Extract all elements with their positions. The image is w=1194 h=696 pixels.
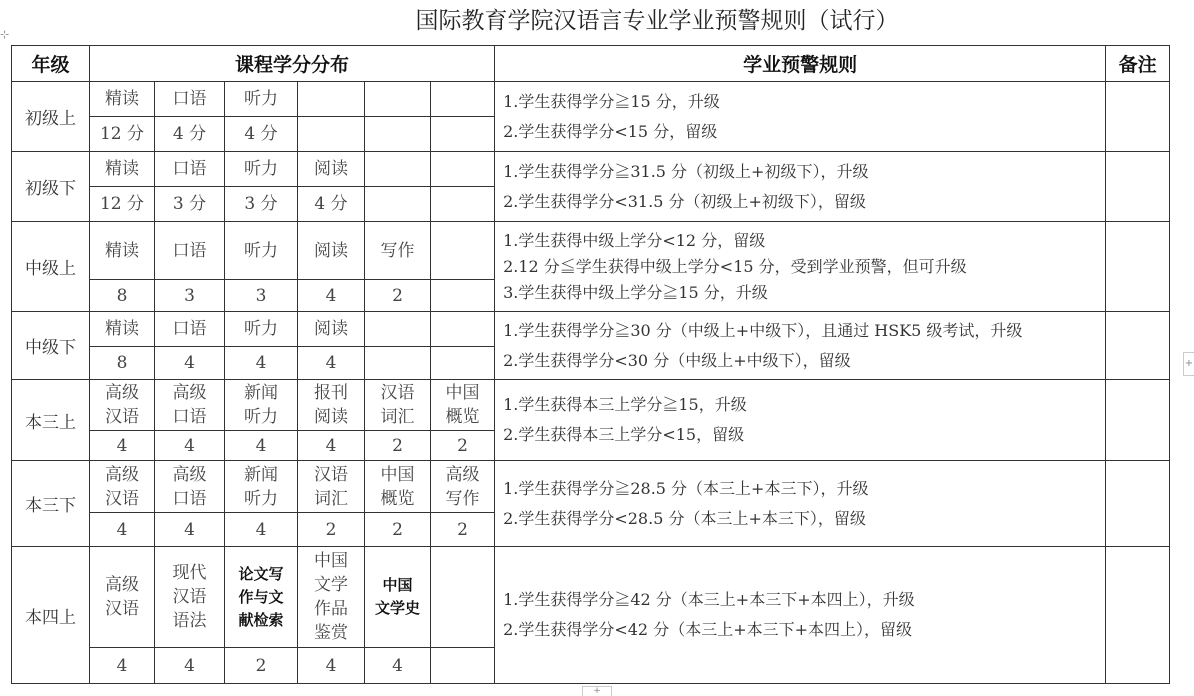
row-insert-marker-icon[interactable]: + [1183,352,1194,376]
course-name-cell: 口语 [155,152,225,187]
course-name-cell [365,82,431,117]
credit-value-cell [365,347,431,380]
course-name-cell [298,380,365,431]
course-name-cell: 精读 [90,312,155,347]
credit-value-cell: 4 [298,347,365,380]
grade-cell: 初级上 [12,82,90,152]
credit-value-cell: 3 分 [155,187,225,222]
course-name-line: 汉语 [172,587,207,607]
course-name-cell: 精读 [90,152,155,187]
course-name-cell [431,152,495,187]
course-name-cell: 听力 [225,312,298,347]
table-row [12,152,1170,187]
credit-value-cell [298,117,365,152]
warning-rule-line: 1.学生获得学分≧31.5 分（初级上+初级下），升级 [503,161,869,181]
credit-value-cell: 4 [298,280,365,312]
credit-value-cell: 4 分 [155,117,225,152]
warning-rule-cell [495,152,1106,222]
course-name-line: 高级 [172,464,207,485]
course-name-cell [431,312,495,347]
credit-value-cell: 4 [365,648,431,684]
course-name-cell [365,380,431,431]
course-name-cell [155,547,225,648]
warning-rule-cell [495,222,1106,312]
warning-rule-line: 2.学生获得学分<15 分，留级 [503,121,718,141]
course-name-cell: 阅读 [298,222,365,280]
course-name-cell [365,312,431,347]
course-name-line: 词汇 [380,407,415,427]
course-name-line: 报刊 [314,383,348,403]
course-name-line: 口语 [172,488,207,509]
course-name-line: 汉语 [314,464,348,485]
remark-cell [1106,222,1170,312]
credit-value-cell: 4 [298,431,365,461]
table-row [12,312,1170,347]
course-name-cell [431,380,495,431]
remark-cell [1106,152,1170,222]
header-grade: 年级 [12,46,90,82]
grade-cell: 初级下 [12,152,90,222]
credit-value-cell: 2 [365,431,431,461]
credit-value-cell: 4 分 [298,187,365,222]
table-row [12,547,1170,648]
course-name-cell: 口语 [155,222,225,280]
course-name-cell [431,547,495,648]
course-name-cell: 写作 [365,222,431,280]
credit-value-cell [431,347,495,380]
warning-rule-line: 1.学生获得中级上学分<12 分，留级 [503,230,766,250]
course-name-line: 献检索 [238,610,284,629]
table-row [12,222,1170,280]
course-name-cell [365,152,431,187]
credit-value-cell: 8 [90,347,155,380]
credit-value-cell: 4 [155,347,225,380]
warning-rule-line: 3.学生获得中级上学分≧15 分，升级 [503,282,768,302]
course-name-cell [90,461,155,513]
course-name-cell: 听力 [225,222,298,280]
course-name-cell [90,380,155,431]
credit-value-cell: 2 [225,648,298,684]
credit-value-cell [431,648,495,684]
credit-value-cell [365,117,431,152]
table-row [12,82,1170,117]
credit-value-cell: 8 [90,280,155,312]
credit-value-cell: 4 [155,431,225,461]
warning-rule-line: 1.学生获得学分≧28.5 分（本三上+本三下），升级 [503,478,869,498]
credit-value-cell: 2 [365,513,431,547]
warning-rule-cell [495,547,1106,684]
course-name-line: 论文写 [238,564,284,583]
course-name-line: 文学 [314,575,348,595]
credit-value-cell: 2 [431,431,495,461]
remark-cell [1106,380,1170,461]
credit-value-cell [365,187,431,222]
warning-rule-line: 2.学生获得本三上学分<15，留级 [503,425,745,444]
course-name-line: 汉语 [105,488,139,509]
credit-value-cell: 4 [225,431,298,461]
credit-value-cell: 4 [225,347,298,380]
grade-cell: 中级下 [12,312,90,380]
course-name-cell [298,461,365,513]
course-name-cell: 口语 [155,312,225,347]
remark-cell [1106,461,1170,547]
credit-value-cell: 4 [90,513,155,547]
course-name-cell [90,547,155,648]
credit-value-cell: 12 分 [90,117,155,152]
course-name-line: 作品 [314,599,348,619]
course-name-line: 阅读 [314,407,348,427]
course-name-cell: 精读 [90,222,155,280]
course-name-cell: 口语 [155,82,225,117]
credit-value-cell: 4 分 [225,117,298,152]
course-name-line: 听力 [244,407,278,427]
credit-value-cell [431,280,495,312]
course-name-line: 中国 [382,576,413,594]
course-name-line: 概览 [380,488,415,509]
remark-cell [1106,312,1170,380]
course-name-line: 高级 [445,464,480,485]
course-name-line: 中国 [314,551,348,571]
warning-rule-line: 1.学生获得本三上学分≧15，升级 [503,395,747,414]
warning-rule-line: 2.学生获得学分<31.5 分（初级上+初级下），留级 [503,191,866,211]
course-name-line: 词汇 [314,488,348,509]
course-name-cell [298,547,365,648]
grade-cell: 中级上 [12,222,90,312]
course-name-cell [365,461,431,513]
table-row [12,380,1170,431]
warning-rule-line: 1.学生获得学分≧15 分，升级 [503,91,720,111]
remark-cell [1106,82,1170,152]
course-name-line: 现代 [172,563,207,583]
course-name-line: 概览 [445,407,480,427]
course-name-line: 听力 [244,488,278,509]
warning-rule-line: 1.学生获得学分≧30 分（中级上+中级下），且通过 HSK5 级考试，升级 [503,320,1023,340]
course-name-cell [225,380,298,431]
credit-value-cell: 4 [90,648,155,684]
course-name-line: 中国 [380,464,415,485]
credit-value-cell: 4 [155,513,225,547]
course-name-cell [431,222,495,280]
warning-rule-line: 1.学生获得学分≧42 分（本三上+本三下+本四上），升级 [503,590,915,609]
course-name-cell [365,547,431,648]
credit-value-cell: 12 分 [90,187,155,222]
course-name-line: 中国 [445,383,480,403]
course-name-line: 高级 [105,464,139,485]
credit-value-cell [431,117,495,152]
credit-value-cell [431,187,495,222]
course-name-line: 新闻 [244,464,278,485]
credit-value-cell: 2 [431,513,495,547]
course-name-cell [225,461,298,513]
credit-value-cell: 3 分 [225,187,298,222]
course-name-line: 高级 [172,383,207,403]
course-name-line: 文学史 [374,599,420,617]
course-name-cell [431,82,495,117]
header-warning-rules: 学业预警规则 [495,46,1106,82]
course-name-cell [155,380,225,431]
course-name-cell: 听力 [225,152,298,187]
credit-value-cell: 4 [90,431,155,461]
table-move-handle-icon[interactable]: ⊹ [0,28,10,41]
course-name-line: 高级 [105,383,139,403]
course-name-line: 鉴赏 [314,623,348,643]
header-remarks: 备注 [1106,46,1170,82]
course-name-line: 新闻 [244,383,278,403]
credit-value-cell: 3 [225,280,298,312]
credit-value-cell: 4 [225,513,298,547]
warning-rule-line: 2.学生获得学分<42 分（本三上+本三下+本四上），留级 [503,620,913,639]
warning-rule-cell [495,312,1106,380]
course-name-cell: 听力 [225,82,298,117]
course-name-cell [431,461,495,513]
course-name-line: 语法 [172,611,207,631]
credit-value-cell: 4 [155,648,225,684]
credit-value-cell: 3 [155,280,225,312]
course-name-line: 口语 [172,407,207,427]
course-name-cell: 阅读 [298,152,365,187]
credit-value-cell: 2 [365,280,431,312]
credit-value-cell: 2 [298,513,365,547]
course-name-cell: 精读 [90,82,155,117]
grade-cell: 本三下 [12,461,90,547]
warning-rule-cell [495,82,1106,152]
course-name-line: 高级 [105,575,139,595]
warning-rule-line: 2.学生获得学分<30 分（中级上+中级下），留级 [503,350,851,370]
remark-cell [1106,547,1170,684]
course-name-cell [298,82,365,117]
credit-value-cell: 4 [298,648,365,684]
course-name-cell [155,461,225,513]
grade-cell: 本四上 [12,547,90,684]
warning-rules-table [11,45,1170,684]
course-name-cell [225,547,298,648]
course-name-cell: 阅读 [298,312,365,347]
course-name-line: 汉语 [105,407,139,427]
course-name-line: 写作 [445,488,480,509]
course-name-line: 作与文 [238,587,284,606]
table-row [12,461,1170,513]
document-title: 国际教育学院汉语言专业学业预警规则（试行） [415,8,899,34]
course-name-line: 汉语 [105,599,139,619]
header-credit-distribution: 课程学分分布 [90,46,495,82]
column-insert-marker-icon[interactable]: + [582,686,612,696]
warning-rule-cell [495,380,1106,461]
warning-rule-line: 2.学生获得学分<28.5 分（本三上+本三下），留级 [503,508,866,528]
grade-cell: 本三上 [12,380,90,461]
warning-rule-cell [495,461,1106,547]
course-name-line: 汉语 [380,383,415,403]
warning-rule-line: 2.12 分≦学生获得中级上学分<15 分，受到学业预警，但可升级 [503,256,967,276]
